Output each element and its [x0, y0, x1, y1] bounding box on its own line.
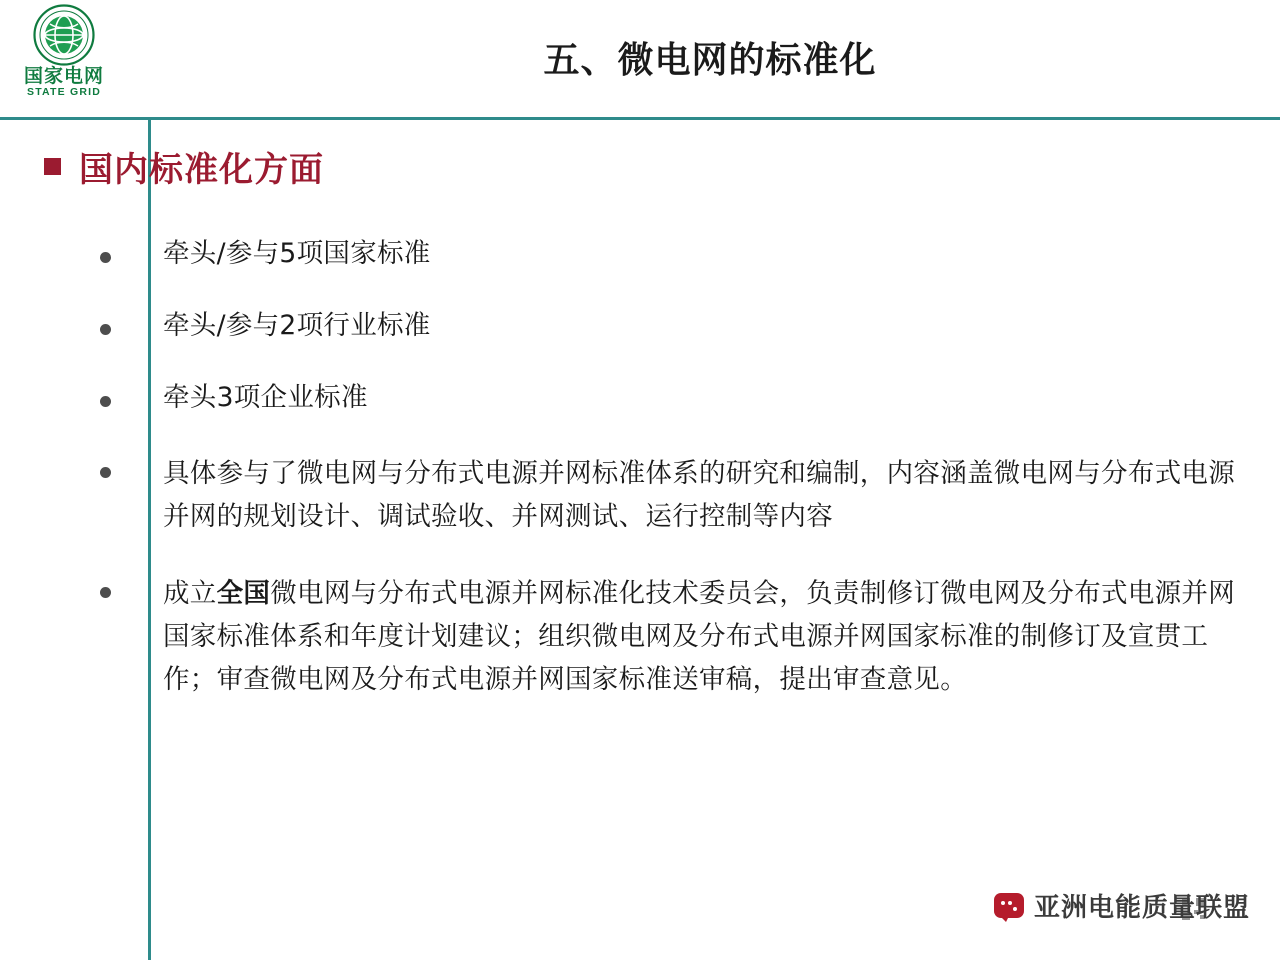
list-item-text-rich	[163, 573, 1250, 702]
state-grid-logo	[8, 4, 120, 114]
list-item	[100, 310, 1250, 342]
list-item-suffix: 微电网与分布式电源并网标准化技术委员会，负责制修订微电网及分布式电源并网国家标准体系和年度计划建议；组织微电网及分布式电源并网国家标准的制修订及宣贯工作；审查微电网及分布式电源并网国家标准送审稿，提出审查意见。	[163, 578, 1236, 696]
round-bullet-icon	[100, 467, 111, 478]
bullet-list	[100, 238, 1250, 730]
list-item-text: 牵头3项企业标准	[163, 381, 368, 413]
list-item	[100, 238, 1250, 270]
logo-name-cn: 国家电网	[23, 65, 104, 87]
list-item	[100, 573, 1250, 702]
section-heading	[44, 142, 324, 191]
list-item	[100, 453, 1250, 539]
footer-watermark	[994, 887, 1250, 924]
footer-label: 亚洲电能质量联盟	[1033, 893, 1250, 923]
list-item-prefix: 成立	[163, 578, 217, 610]
logo-name-en: STATE GRID	[26, 85, 102, 98]
square-bullet-icon	[44, 158, 61, 175]
header-divider	[0, 117, 1280, 120]
list-item-text: 具体参与了微电网与分布式电源并网标准体系的研究和编制，内容涵盖微电网与分布式电源并网的规划设计、调试验收、并网测试、运行控制等内容	[163, 458, 1235, 533]
round-bullet-icon	[100, 252, 111, 263]
page-title: 五、微电网的标准化	[543, 40, 877, 81]
list-item-text: 牵头/参与5项国家标准	[163, 238, 431, 269]
wechat-icon	[994, 893, 1024, 918]
list-item	[100, 382, 1250, 414]
list-item-emphasis: 全国	[216, 578, 271, 610]
list-item-text: 牵头/参与2项行业标准	[163, 309, 431, 341]
round-bullet-icon	[100, 396, 111, 407]
section-title: 国内标准化方面	[79, 150, 324, 190]
round-bullet-icon	[100, 587, 111, 598]
state-grid-globe-icon	[30, 4, 98, 66]
round-bullet-icon	[100, 324, 111, 335]
